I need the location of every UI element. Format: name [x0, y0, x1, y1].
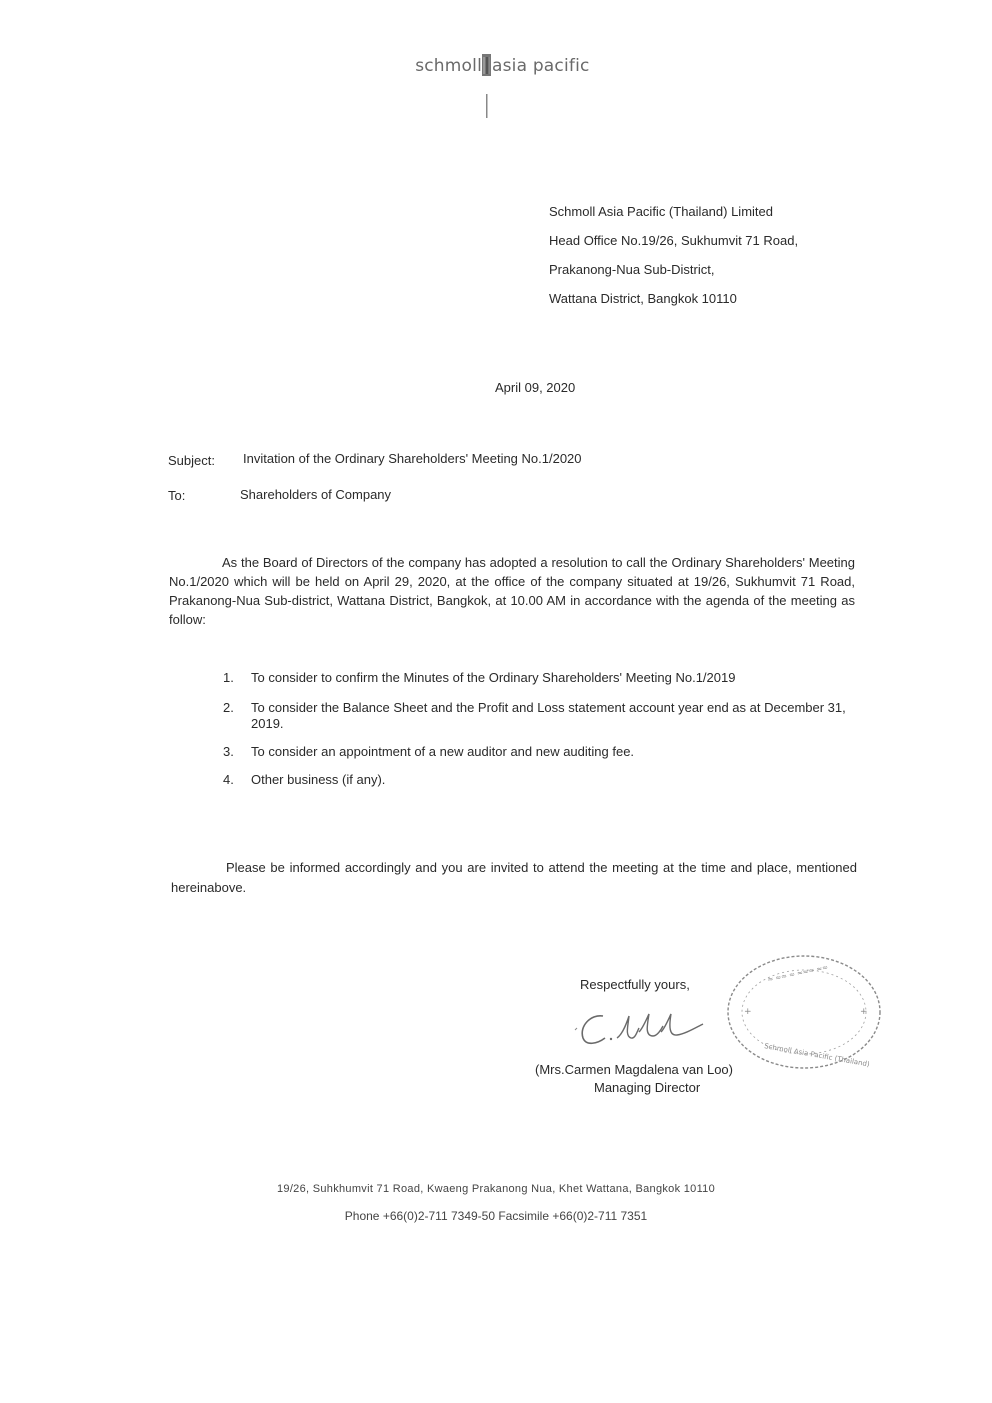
svg-text:+: +	[744, 1007, 752, 1017]
agenda-number: 1.	[223, 670, 234, 685]
subject-value: Invitation of the Ordinary Shareholders' Meeting No.1/2020	[243, 451, 582, 466]
agenda-number: 4.	[223, 772, 234, 787]
stamp-text: Schmoll Asia Pacific (Thailand)	[763, 1042, 871, 1069]
svg-text:≈ ≈≈ ≈ ≈≈≈ ≈≈: ≈ ≈≈ ≈ ≈≈≈ ≈≈	[766, 963, 829, 984]
agenda-text: To consider to confirm the Minutes of the Ordinary Shareholders' Meeting No.1/2019	[251, 670, 736, 685]
footer-contact: Phone +66(0)2-711 7349-50 Facsimile +66(0)2-711 7351	[344, 1209, 648, 1223]
sender-address	[549, 203, 798, 319]
agenda-item	[223, 744, 863, 772]
footer-address: 19/26, Suhkhumvit 71 Road, Kwaeng Prakanong Nua, Khet Wattana, Bangkok 10110	[276, 1183, 716, 1195]
signer-name: (Mrs.Carmen Magdalena van Loo)	[535, 1062, 733, 1077]
closing-salutation: Respectfully yours,	[580, 977, 690, 992]
svg-text:+: +	[860, 1007, 868, 1017]
agenda-text: To consider an appointment of a new auditor and new auditing fee.	[251, 744, 635, 759]
agenda-number: 3.	[223, 744, 234, 759]
agenda-text: Other business (if any).	[251, 772, 386, 787]
agenda-list	[223, 670, 863, 788]
letter-date: April 09, 2020	[495, 380, 576, 395]
recipient-value: Shareholders of Company	[240, 487, 392, 502]
signer-title: Managing Director	[594, 1080, 701, 1095]
recipient-label: To:	[168, 488, 186, 503]
address-line: Wattana District, Bangkok 10110	[549, 291, 737, 306]
address-line: Head Office No.19/26, Sukhumvit 71 Road,	[549, 233, 799, 248]
body-paragraph-closing: Please be informed accordingly and you are invited to attend the meeting at the time and place, mentioned hereinabove.	[171, 860, 857, 895]
agenda-item	[223, 772, 863, 788]
company-logo	[0, 52, 992, 122]
agenda-text: To consider the Balance Sheet and the Profit and Loss statement account year end as at December 31, 2019.	[251, 700, 846, 731]
agenda-item	[223, 670, 863, 700]
signature-image	[573, 1002, 713, 1054]
subject-label: Subject:	[168, 453, 215, 468]
company-stamp-icon	[724, 952, 884, 1072]
agenda-number: 2.	[223, 700, 234, 715]
body-paragraph-intro: As the Board of Directors of the company has adopted a resolution to call the Ordinary Shareholders' Meeting No.1/2020 which will be held on April 29, 2020, at the office of the company situated at 19/26, Sukhumvit 71 Road, Prakanong-Nua Sub-district, Wattana District, Bangkok, at 10.00 AM in accordance with the agenda of the meeting as follow:	[169, 555, 855, 627]
logo-text-right: asia pacific	[492, 56, 590, 76]
logo-text-left: schmoll	[415, 56, 482, 76]
agenda-item	[223, 700, 863, 744]
address-line: Schmoll Asia Pacific (Thailand) Limited	[549, 204, 773, 219]
address-line: Prakanong-Nua Sub-District,	[549, 262, 715, 277]
